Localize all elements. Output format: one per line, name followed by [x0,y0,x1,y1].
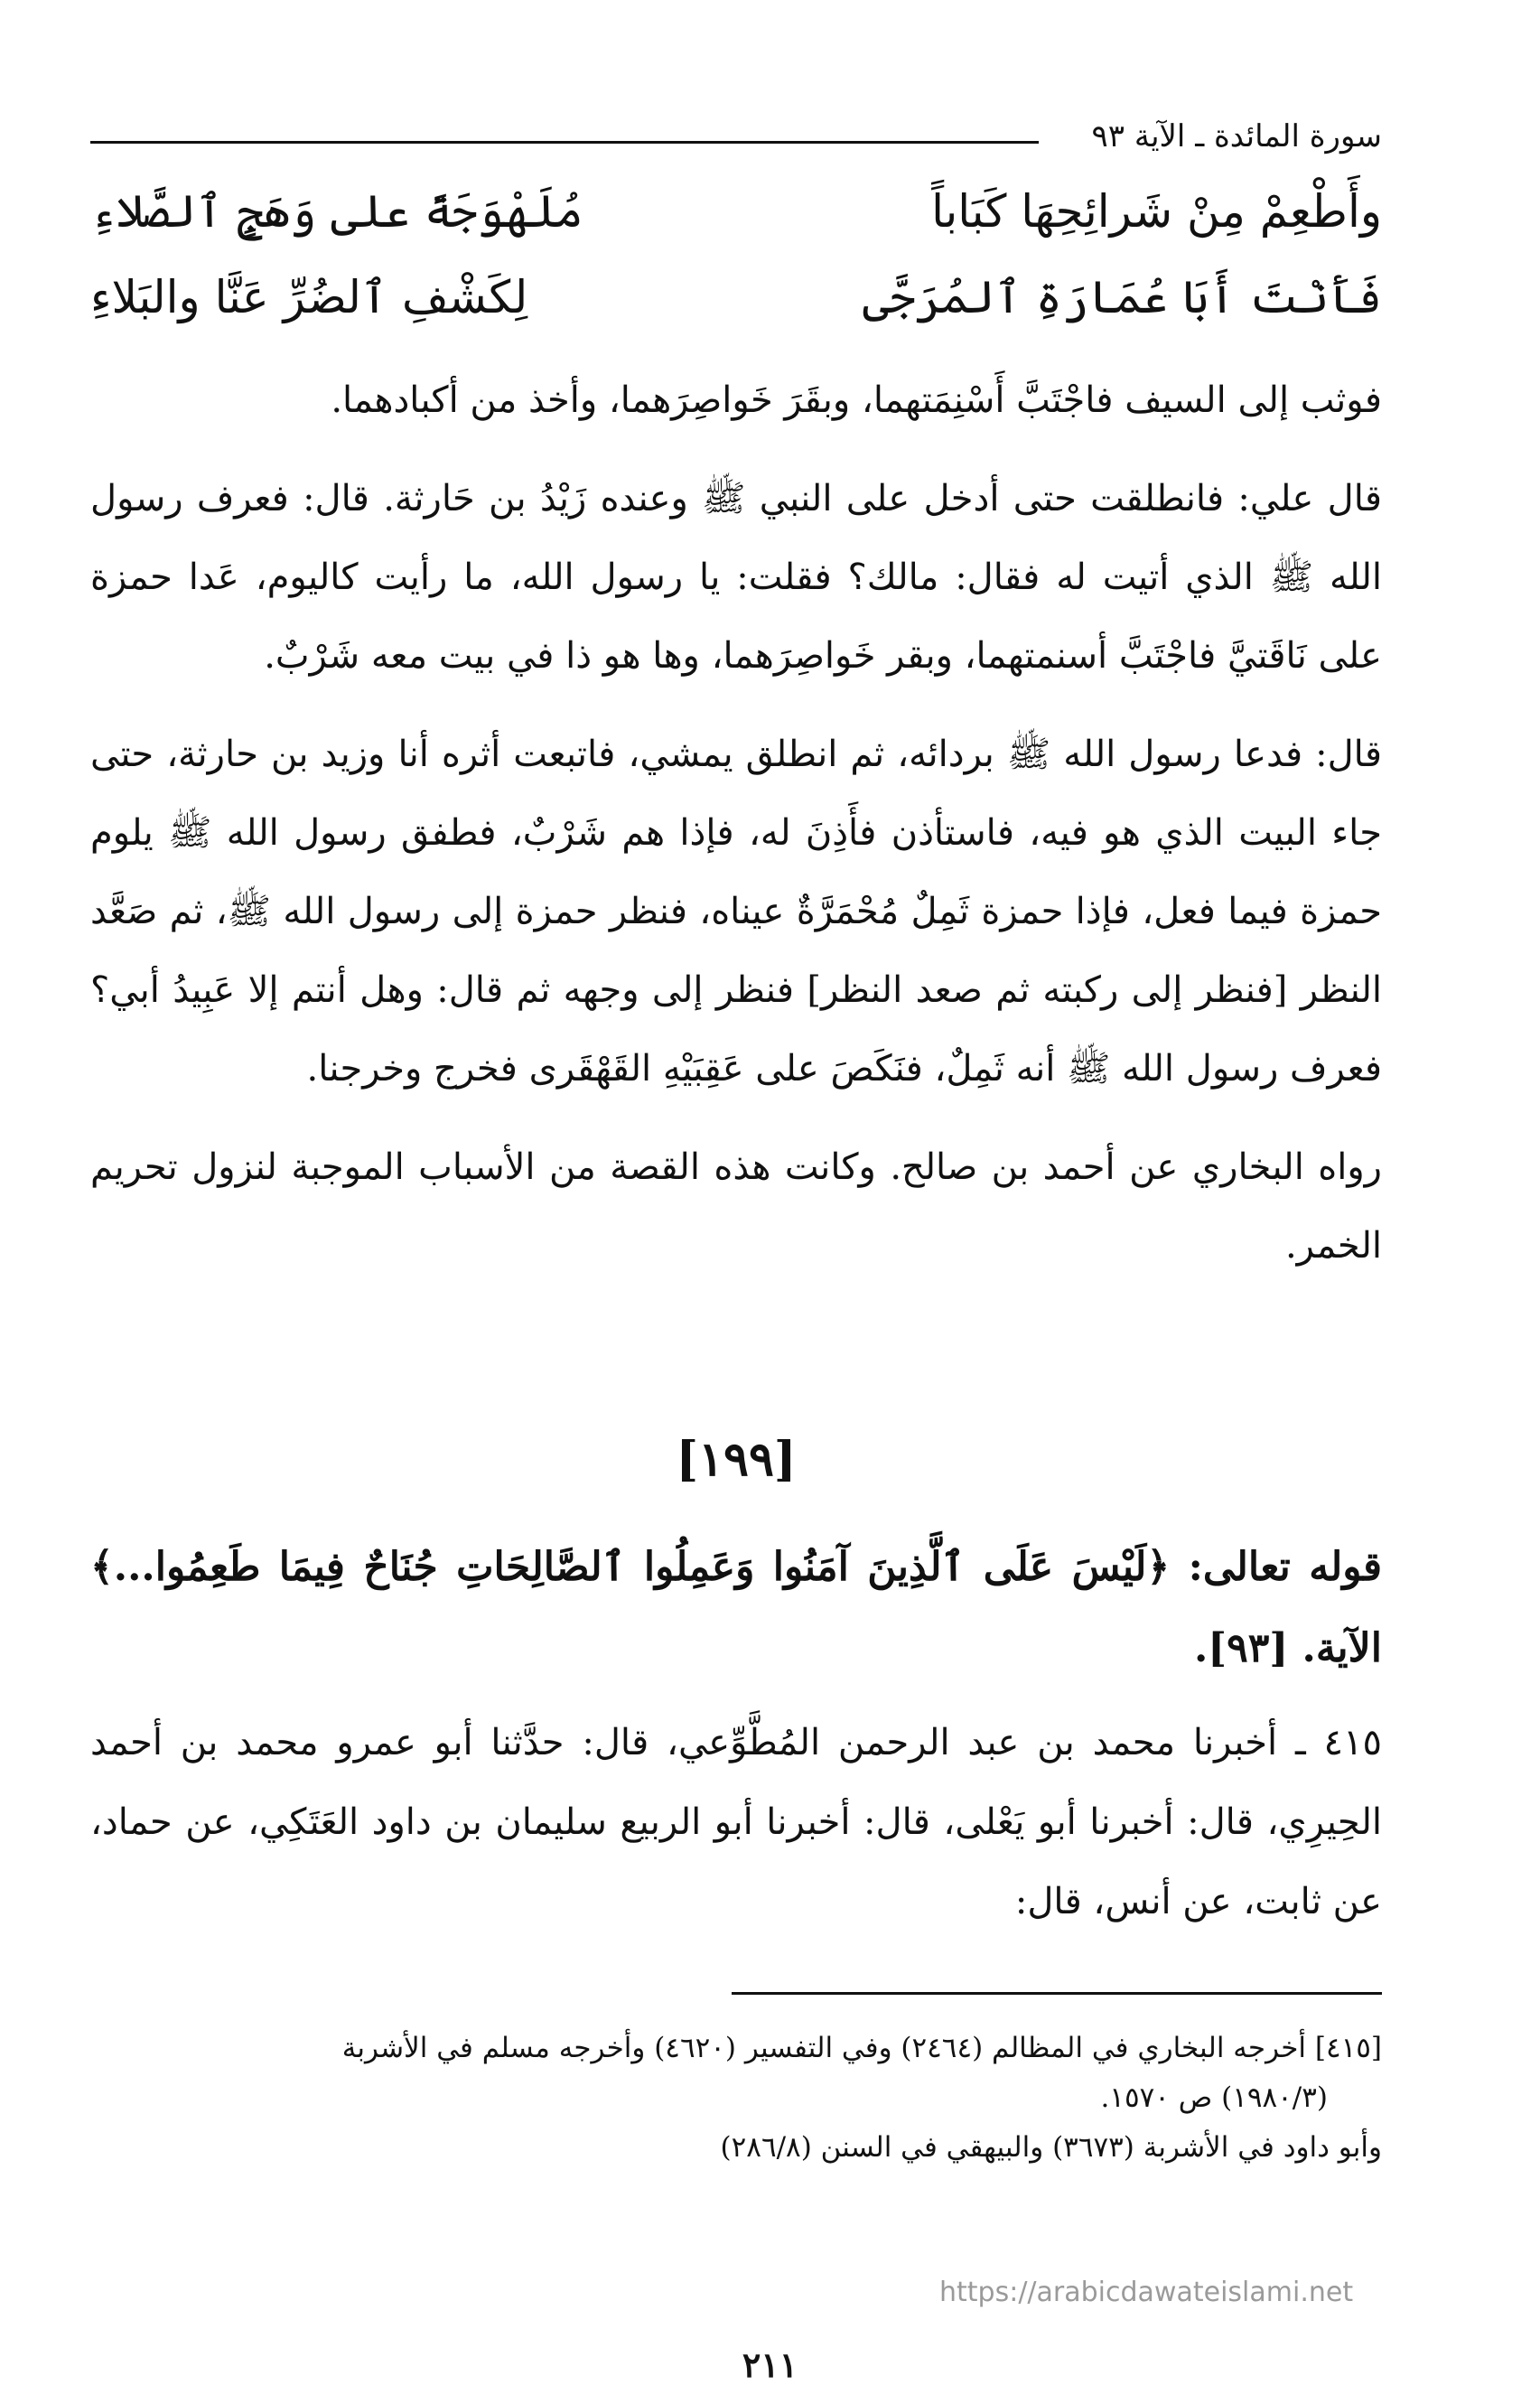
poem-hemistich-left: لِكَشْفِ ٱلضُرِّ عَنَّا والبَلاءِ [90,271,528,323]
hadith-report-text: ٤١٥ ـ أخبرنا محمد بن عبد الرحمن المُطَّوِّعي، قال: حدَّثنا أبو عمرو محمد بن أحمد الحِيرِي، قال: أخبرنا أبو يَعْلى، قال: أخبرنا أبو الربيع سليمان بن داود العَتَكِي، عن حماد، عن ثابت، عن أنس، قال: [90,1722,1382,1922]
poem-hemistich-right: فَأَنْتَ أَبَا عُمَارَةِ ٱلمُرَجَّى [862,271,1382,323]
footnotes [90,2024,1382,2173]
page-number: ٢١١ [742,2344,798,2385]
header-rule [90,141,1039,144]
paragraph: قال علي: فانطلقت حتى أدخل على النبي ﷺ وعنده زَيْدُ بن حَارثة. قال: فعرف رسول الله ﷺ الذي أتيت له فقال: مالك؟ فقلت: يا رسول الله، ما رأيت كاليوم، عَدا حمزة على نَاقَتيَّ فاجْتَبَّ أسنمتهما، وبقر خَواصِرَهما، وها هو ذا في بيت معه شَرْبٌ. [90,478,1382,677]
footnote-line: (١٩٨٠/٣) ص ١٥٧٠. [1100,2081,1328,2114]
footnote-rule [732,1992,1382,1995]
poem-line [90,185,1382,271]
paragraph: قال: فدعا رسول الله ﷺ بردائه، ثم انطلق يمشي، فاتبعت أثره أنا وزيد بن حارثة، حتى جاء البيت الذي هو فيه، فاستأذن فأَذِنَ له، فإذا هم شَرْبٌ، فطفق رسول الله ﷺ يلوم حمزة فيما فعل، فإذا حمزة ثَمِلٌ مُحْمَرَّةٌ عيناه، فنظر حمزة إلى رسول الله ﷺ، ثم صَعَّد النظر [فنظر إلى ركبته ثم صعد النظر] فنظر إلى وجهه ثم قال: وهل أنتم إلا عَبِيدُ أبي؟ فعرف رسول الله ﷺ أنه ثَمِلٌ، فنَكَصَ على عَقِبَيْهِ القَهْقَرى فخرج وخرجنا. [90,734,1382,1090]
hadith-report [90,1703,1382,1941]
poem-hemistich-left: مُلَهْوَجَةً على وَهَجٍ ٱلصَّلاءِ [90,185,583,238]
poem-line [90,271,1382,357]
running-header [90,116,1382,170]
poem-hemistich-right: وأَطْعِمْ مِنْ شَرائِحِهَا كَبَاباً [931,185,1382,238]
watermark-url: https://arabicdawateislami.net [939,2277,1354,2308]
quran-verse [90,1527,1382,1689]
poem [90,185,1382,357]
paragraph: رواه البخاري عن أحمد بن صالح. وكانت هذه القصة من الأسباب الموجبة لنزول تحريم الخمر. [90,1146,1382,1267]
header-title: سورة المائدة ـ الآية ٩٣ [1091,118,1382,154]
paragraph: فوثب إلى السيف فاجْتَبَّ أَسْنِمَتهما، وبقَرَ خَواصِرَهما، وأخذ من أكبادهما. [331,379,1382,421]
footnote-line: [٤١٥] أخرجه البخاري في المظالم (٢٤٦٤) وفي التفسير (٤٦٢٠) وأخرجه مسلم في الأشربة [341,2032,1382,2064]
section-number: [١٩٩] [676,1432,797,1487]
footnote-line: وأبو داود في الأشربة (٣٦٧٣) والبيهقي في السنن (٢٨٦/٨) [720,2131,1382,2164]
quran-verse-text: قوله تعالى: ﴿لَيْسَ عَلَى ٱلَّذِينَ آمَنُوا وَعَمِلُوا ٱلصَّالِحَاتِ جُنَاحٌ فِيمَا طَعِمُوا...﴾ الآية. [٩٣]. [90,1544,1382,1671]
main-text [90,361,1382,1305]
